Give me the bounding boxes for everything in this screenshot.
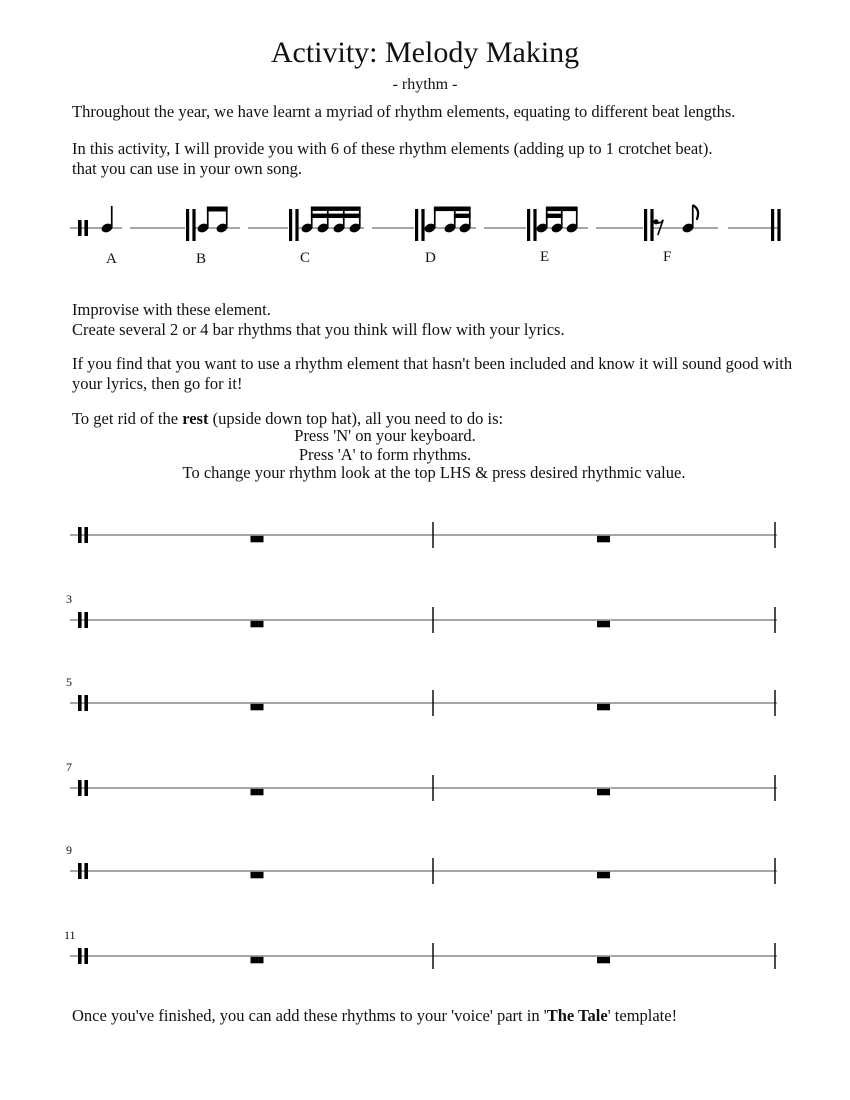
bar-number-label: 9 <box>66 843 72 857</box>
whole-bar-rest-icon <box>597 621 610 628</box>
end-barline-icon <box>774 690 775 716</box>
partial-beam <box>454 214 471 218</box>
improvise-paragraph <box>72 300 565 339</box>
rhythm-element-a-crotchet-icon <box>100 206 113 234</box>
element-label-f: F <box>663 249 672 265</box>
end-barline-icon <box>774 775 775 801</box>
rhythm-element-d-icon <box>423 207 471 234</box>
whole-bar-rest-icon <box>251 789 264 796</box>
beam <box>207 207 228 212</box>
barline-icon <box>432 690 433 716</box>
empty-staff-row-4 <box>0 758 850 818</box>
extra-element-paragraph <box>72 354 792 393</box>
element-label-d: D <box>425 250 436 266</box>
extra-line-1: If you find that you want to use a rhythm element that hasn't been included and know it will sound good with <box>72 354 793 373</box>
step-change-rhythm: To change your rhythm look at the top LHS & press desired rhythmic value. <box>182 463 686 482</box>
bar-number-label: 7 <box>66 760 72 774</box>
whole-bar-rest-icon <box>597 872 610 879</box>
barline-icon <box>432 522 433 548</box>
intro-paragraph-2 <box>72 139 712 178</box>
end-barline-icon <box>774 607 775 633</box>
partial-beam <box>546 214 563 218</box>
double-barline-icon <box>644 209 654 241</box>
empty-staff-row-1 <box>0 505 850 565</box>
barline-icon <box>432 607 433 633</box>
improvise-line-2: Create several 2 or 4 bar rhythms that you think will flow with your lyrics. <box>72 319 565 339</box>
rest-instruction-suffix: (upside down top hat), all you need to do is: <box>208 409 504 428</box>
barline-icon <box>432 858 433 884</box>
rest-instruction-bold-word: rest <box>182 409 209 428</box>
stem <box>111 206 113 228</box>
intro-paragraph-1: Throughout the year, we have learnt a myriad of rhythm elements, equating to different beat lengths. <box>72 102 736 121</box>
flag <box>693 206 698 220</box>
rhythm-element-e-icon <box>535 207 578 234</box>
whole-bar-rest-icon <box>251 957 264 964</box>
page-title: Activity: Melody Making <box>270 36 580 69</box>
whole-bar-rest-icon <box>251 621 264 628</box>
step-press-n: Press 'N' on your keyboard. <box>294 426 476 445</box>
quaver-note-icon <box>681 205 698 234</box>
whole-bar-rest-icon <box>597 704 610 711</box>
double-barline-icon <box>289 209 299 241</box>
footer-suffix: ' template! <box>607 1006 678 1025</box>
footer-bold-template-name: The Tale <box>546 1006 608 1025</box>
empty-staff-row-2 <box>0 590 850 650</box>
extra-line-2: your lyrics, then go for it! <box>72 373 243 393</box>
rhythm-element-b-quavers-icon <box>196 207 228 234</box>
double-barline-icon <box>186 209 196 241</box>
double-barline-icon <box>527 209 537 241</box>
element-label-b: B <box>196 251 207 267</box>
whole-bar-rest-icon <box>251 704 264 711</box>
improvise-line-1: Improvise with these element. <box>72 300 271 319</box>
bar-number-label: 3 <box>66 592 72 606</box>
whole-bar-rest-icon <box>597 957 610 964</box>
element-label-c: C <box>300 250 311 266</box>
rhythm-element-c-semiquavers-icon <box>300 207 361 234</box>
empty-staff-row-5 <box>0 841 850 901</box>
rest-instruction-prefix: To get rid of the <box>72 409 183 428</box>
double-barline-icon <box>415 209 425 241</box>
intro-line-2: In this activity, I will provide you with 6 of these rhythm elements (adding up to 1 crotchet beat). <box>72 139 713 158</box>
element-label-a: A <box>106 251 117 267</box>
barline-icon <box>432 775 433 801</box>
end-barline-icon <box>774 943 775 969</box>
end-barline-icon <box>774 522 775 548</box>
beam <box>434 207 471 212</box>
beam <box>546 207 578 212</box>
page-subtitle: - rhythm - <box>392 76 458 93</box>
end-barline-icon <box>774 858 775 884</box>
whole-bar-rest-icon <box>251 536 264 543</box>
step-press-a: Press 'A' to form rhythms. <box>298 445 472 464</box>
beam <box>311 207 361 211</box>
footer-line <box>72 1006 677 1026</box>
whole-bar-rest-icon <box>597 536 610 543</box>
beam <box>311 214 361 218</box>
footer-prefix: Once you've finished, you can add these rhythms to your 'voice' part in ' <box>72 1006 547 1025</box>
empty-staff-row-6 <box>0 926 850 986</box>
intro-line-3: that you can use in your own song. <box>72 158 303 178</box>
element-label-e: E <box>540 249 550 265</box>
whole-bar-rest-icon <box>597 789 610 796</box>
rhythm-element-f-icon <box>653 205 698 235</box>
bar-number-label: 5 <box>66 675 72 689</box>
bar-number-label: 11 <box>64 928 76 942</box>
empty-staff-row-3 <box>0 673 850 733</box>
whole-bar-rest-icon <box>251 872 264 879</box>
end-double-barline-icon <box>771 209 781 241</box>
quaver-rest-icon <box>653 219 663 234</box>
barline-icon <box>432 943 433 969</box>
rhythm-elements-staff <box>0 190 850 280</box>
